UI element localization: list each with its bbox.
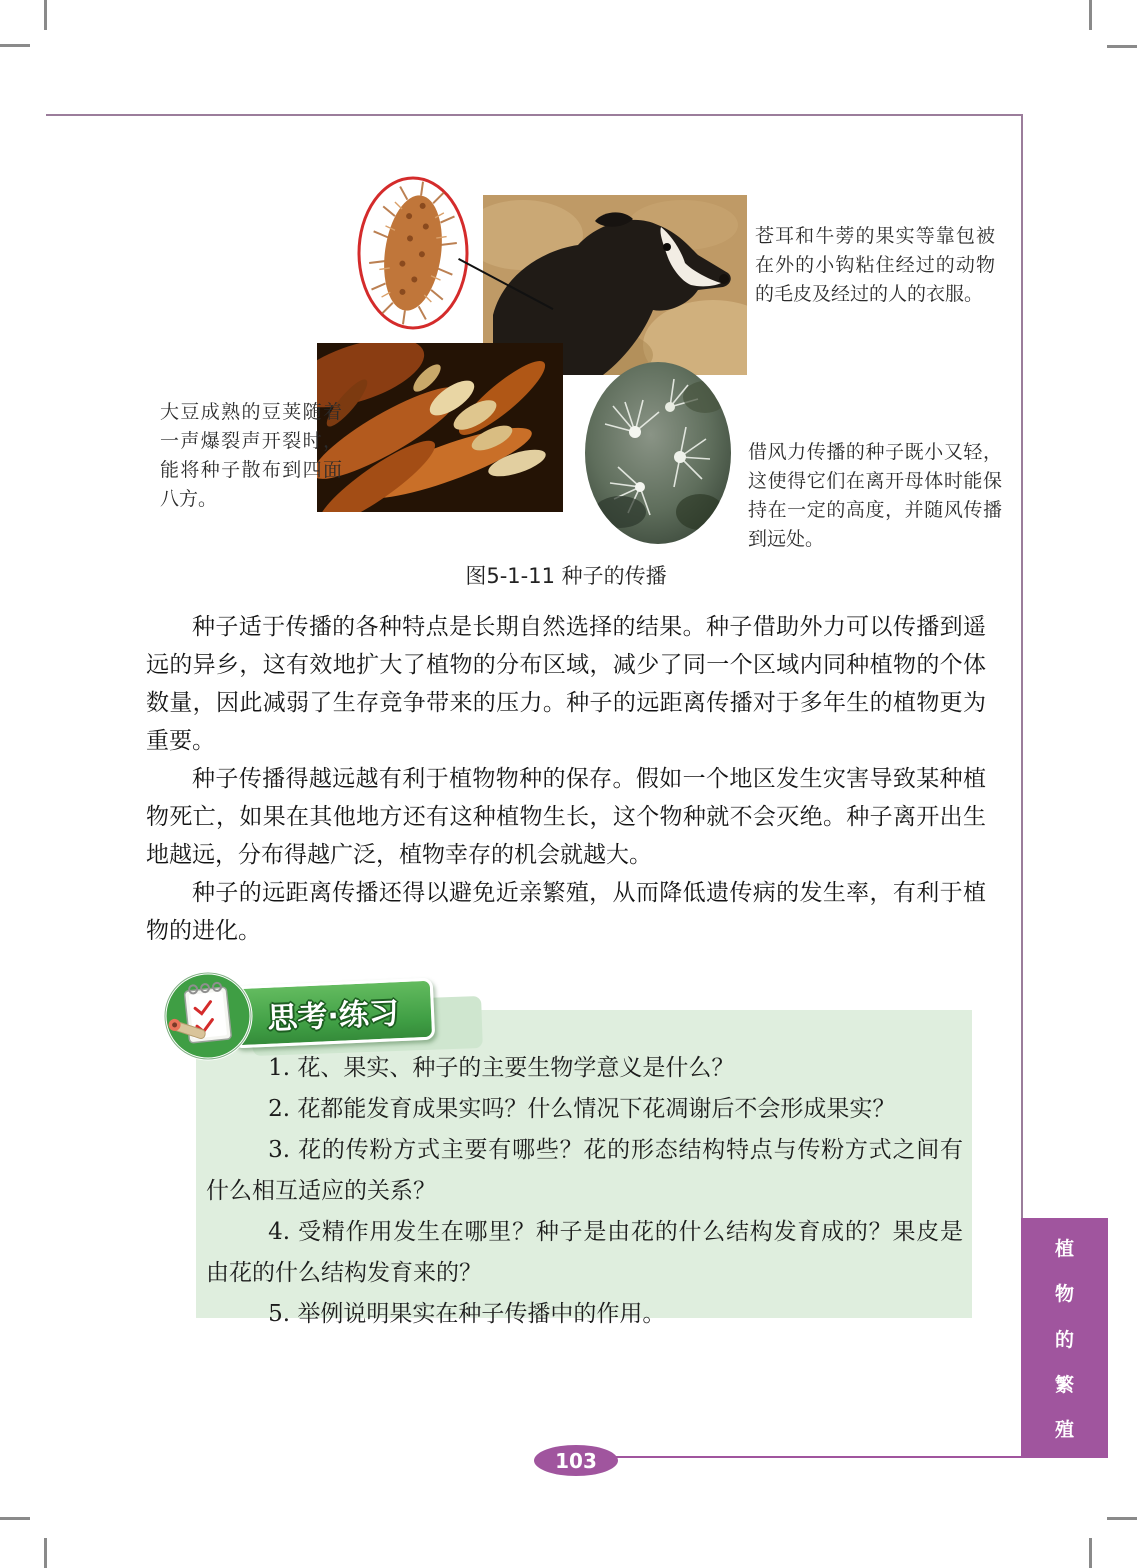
question-item: 2. 花都能发育成果实吗？什么情况下花凋谢后不会形成果实？ bbox=[268, 1096, 896, 1122]
footer-purple-rule bbox=[598, 1456, 1022, 1458]
exercise-title: 思考·练习 bbox=[266, 996, 400, 1037]
body-text bbox=[146, 608, 986, 950]
exercise-banner bbox=[231, 978, 436, 1049]
annotation-burr-dispersal: 苍耳和牛蒡的果实等靠包被在外的小钩粘住经过的动物的毛皮及经过的人的衣服。 bbox=[755, 225, 995, 305]
annotation-wind-dispersal: 借风力传播的种子既小又轻，这使得它们在离开母体时能保持在一定的高度，并随风传播到远处。 bbox=[748, 441, 1002, 550]
crop-mark-top-right-h bbox=[1107, 45, 1137, 48]
chapter-tab-char: 殖 bbox=[1054, 1419, 1074, 1441]
chapter-side-tab bbox=[1021, 1218, 1108, 1458]
chapter-tab-char: 物 bbox=[1054, 1283, 1074, 1306]
paragraph: 种子适于传播的各种特点是长期自然选择的结果。种子借助外力可以传播到遥远的异乡，这有效地扩大了植物的分布区域，减少了同一个区域内同种植物的个体数量，因此减弱了生存竞争带来的压力。种子的远距离传播对于多年生的植物更为重要。 bbox=[146, 614, 986, 754]
wind-dispersed-seeds-photo bbox=[585, 362, 731, 544]
chapter-tab-char: 繁 bbox=[1054, 1373, 1074, 1396]
crop-mark-bottom-right-v bbox=[1089, 1538, 1092, 1568]
exercise-questions bbox=[206, 1048, 963, 1335]
question-item: 3. 花的传粉方式主要有哪些？花的形态结构特点与传粉方式之间有什么相互适应的关系？ bbox=[206, 1137, 963, 1204]
crop-mark-top-left-v bbox=[44, 0, 47, 30]
question-item: 1. 花、果实、种子的主要生物学意义是什么？ bbox=[268, 1055, 735, 1081]
chapter-tab-char: 的 bbox=[1054, 1328, 1074, 1351]
soybean-pods-photo bbox=[317, 343, 563, 512]
page-number-badge bbox=[534, 1445, 618, 1476]
paragraph: 种子传播得越远越有利于植物物种的保存。假如一个地区发生灾害导致某种植物死亡，如果在其他地方还有这种植物生长，这个物种就不会灭绝。种子离开出生地越远，分布得越广泛，植物幸存的机会就越大。 bbox=[146, 766, 986, 868]
crop-mark-bottom-left-h bbox=[0, 1517, 30, 1520]
page-number: 103 bbox=[555, 1448, 597, 1473]
question-item: 5. 举例说明果实在种子传播中的作用。 bbox=[268, 1301, 666, 1327]
paragraph: 种子的远距离传播还得以避免近亲繁殖，从而降低遗传病的发生率，有利于植物的进化。 bbox=[146, 880, 986, 944]
crop-mark-bottom-left-v bbox=[44, 1538, 47, 1568]
crop-mark-top-left-h bbox=[0, 44, 30, 47]
question-item: 4. 受精作用发生在哪里？种子是由花的什么结构发育成的？果皮是由花的什么结构发育来的？ bbox=[206, 1219, 963, 1286]
annotation-soybean-dispersal: 大豆成熟的豆荚随着一声爆裂声开裂时，能将种子散布到四面八方。 bbox=[160, 401, 342, 510]
crop-mark-bottom-right-h bbox=[1107, 1517, 1137, 1520]
figure-caption: 图5-1-11 种子的传播 bbox=[465, 564, 667, 588]
cocklebur-fruit-in-red-oval bbox=[356, 175, 470, 331]
chapter-tab-char: 植 bbox=[1054, 1238, 1074, 1260]
crop-mark-top-right-v bbox=[1089, 0, 1092, 30]
content-frame-top-rule bbox=[46, 114, 1022, 116]
